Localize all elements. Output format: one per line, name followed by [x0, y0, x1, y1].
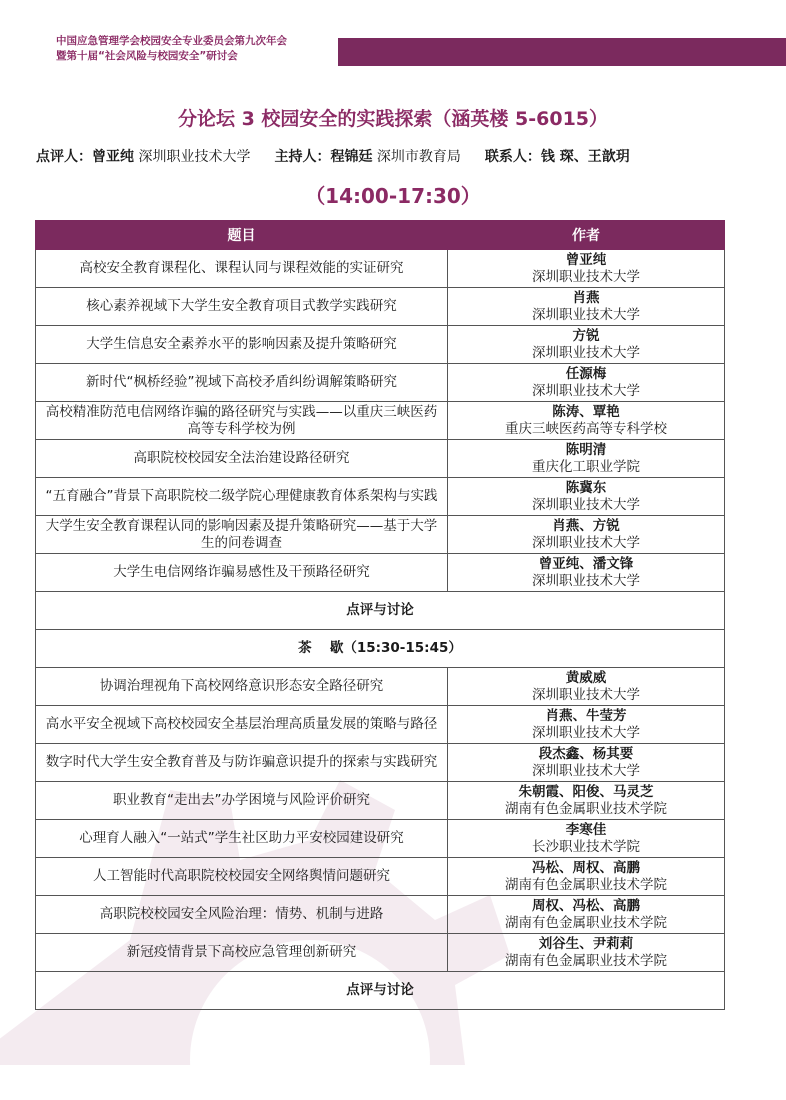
table-row	[36, 592, 725, 630]
host-org: 深圳市教育局	[376, 149, 461, 165]
contact-label: 联系人：	[484, 149, 541, 165]
paper-title: 新冠疫情背景下高校应急管理创新研究	[36, 934, 448, 972]
paper-author-cell	[447, 668, 724, 706]
table-row	[36, 934, 725, 972]
author-names: 段杰鑫、杨其要	[538, 745, 634, 762]
paper-title: 人工智能时代高职院校校园安全网络舆情问题研究	[36, 858, 448, 896]
paper-title: 高职院校校园安全法治建设路径研究	[36, 440, 448, 478]
author-affiliation: 长沙职业技术学院	[531, 838, 640, 855]
conference-header-line2: 暨第十届“社会风险与校园安全”研讨会	[56, 50, 238, 62]
author-names: 任源梅	[565, 365, 607, 382]
table-row	[36, 630, 725, 668]
col-header-title: 题目	[36, 221, 448, 250]
author-affiliation: 深圳职业技术大学	[531, 762, 640, 779]
paper-title: 职业教育“走出去”办学困境与风险评价研究	[36, 782, 448, 820]
conference-header	[56, 34, 346, 64]
table-row	[36, 782, 725, 820]
table-row	[36, 896, 725, 934]
paper-author-cell	[447, 820, 724, 858]
author-affiliation: 重庆化工职业学院	[531, 458, 640, 475]
forum-time: （14:00-17:30）	[305, 184, 481, 208]
header-accent-bar	[338, 38, 786, 66]
author-affiliation: 深圳职业技术大学	[531, 724, 640, 741]
author-affiliation: 深圳职业技术大学	[531, 534, 640, 551]
author-names: 曾亚纯、潘文锋	[538, 555, 634, 572]
paper-title: 高校安全教育课程化、课程认同与课程效能的实证研究	[36, 250, 448, 288]
author-affiliation: 湖南有色金属职业技术学院	[504, 952, 667, 969]
paper-author-cell	[447, 250, 724, 288]
forum-title: 分论坛 3 校园安全的实践探索（涵英楼 5-6015）	[177, 108, 609, 130]
author-affiliation: 深圳职业技术大学	[531, 344, 640, 361]
table-row	[36, 478, 725, 516]
author-affiliation: 深圳职业技术大学	[531, 496, 640, 513]
author-names: 朱朝霞、阳俊、马灵芝	[518, 783, 654, 800]
paper-title: 大学生电信网络诈骗易感性及干预路径研究	[36, 554, 448, 592]
paper-author-cell	[447, 782, 724, 820]
table-row	[36, 820, 725, 858]
discussion-row: 点评与讨论	[36, 592, 725, 630]
author-affiliation: 湖南有色金属职业技术学院	[504, 800, 667, 817]
paper-title: 核心素养视域下大学生安全教育项目式教学实践研究	[36, 288, 448, 326]
host-label: 主持人：	[274, 149, 331, 165]
paper-author-cell	[447, 364, 724, 402]
tea-break-row: 茶 歇（15:30-15:45）	[36, 630, 725, 668]
paper-author-cell	[447, 858, 724, 896]
table-row	[36, 288, 725, 326]
author-affiliation: 深圳职业技术大学	[531, 572, 640, 589]
table-row	[36, 250, 725, 288]
author-names: 周权、冯松、高鹏	[531, 897, 640, 914]
paper-author-cell	[447, 896, 724, 934]
paper-author-cell	[447, 554, 724, 592]
author-names: 肖燕	[572, 289, 600, 306]
table-row	[36, 668, 725, 706]
paper-title: 大学生安全教育课程认同的影响因素及提升策略研究——基于大学生的问卷调查	[36, 516, 448, 554]
paper-title: 高水平安全视域下高校校园安全基层治理高质量发展的策略与路径	[36, 706, 448, 744]
paper-author-cell	[447, 288, 724, 326]
forum-people	[36, 146, 776, 166]
author-affiliation: 深圳职业技术大学	[531, 686, 640, 703]
author-affiliation: 深圳职业技术大学	[531, 382, 640, 399]
reviewer-label: 点评人：	[36, 149, 92, 165]
author-affiliation: 湖南有色金属职业技术学院	[504, 876, 667, 893]
paper-author-cell	[447, 326, 724, 364]
paper-title: 协调治理视角下高校网络意识形态安全路径研究	[36, 668, 448, 706]
reviewer-name: 曾亚纯	[92, 149, 134, 165]
author-names: 陈冀东	[565, 479, 607, 496]
col-header-author: 作者	[447, 221, 724, 250]
author-names: 李寒佳	[565, 821, 607, 838]
discussion-row: 点评与讨论	[36, 972, 725, 1010]
paper-title: 高职院校校园安全风险治理：情势、机制与进路	[36, 896, 448, 934]
paper-title: 心理育人融入“一站式”学生社区助力平安校园建设研究	[36, 820, 448, 858]
paper-author-cell	[447, 402, 724, 440]
author-affiliation: 深圳职业技术大学	[531, 268, 640, 285]
author-names: 曾亚纯	[565, 251, 607, 268]
table-row	[36, 326, 725, 364]
schedule-table	[35, 220, 725, 1010]
table-row	[36, 554, 725, 592]
contact-names: 钱 琛、王歆玥	[540, 149, 630, 165]
table-header-row	[36, 221, 725, 250]
author-names: 肖燕、方锐	[552, 517, 620, 534]
author-affiliation: 重庆三峡医药高等专科学校	[504, 420, 667, 437]
table-row	[36, 364, 725, 402]
table-row	[36, 706, 725, 744]
author-affiliation: 湖南有色金属职业技术学院	[504, 914, 667, 931]
author-names: 冯松、周权、高鹏	[531, 859, 640, 876]
table-row	[36, 744, 725, 782]
conference-header-line1: 中国应急管理学会校园安全专业委员会第九次年会	[56, 35, 287, 47]
paper-title: “五育融合”背景下高职院校二级学院心理健康教育体系架构与实践	[36, 478, 448, 516]
author-names: 方锐	[572, 327, 600, 344]
table-row	[36, 402, 725, 440]
author-names: 肖燕、牛莹芳	[545, 707, 627, 724]
paper-title: 高校精准防范电信网络诈骗的路径研究与实践——以重庆三峡医药高等专科学校为例	[36, 402, 448, 440]
paper-author-cell	[447, 706, 724, 744]
paper-author-cell	[447, 744, 724, 782]
paper-author-cell	[447, 478, 724, 516]
table-row	[36, 516, 725, 554]
paper-title: 数字时代大学生安全教育普及与防诈骗意识提升的探索与实践研究	[36, 744, 448, 782]
author-affiliation: 深圳职业技术大学	[531, 306, 640, 323]
table-row	[36, 972, 725, 1010]
author-names: 黄威威	[565, 669, 607, 686]
author-names: 陈涛、覃艳	[552, 403, 620, 420]
schedule-body	[36, 250, 725, 1010]
host-name: 程锦廷	[330, 149, 373, 165]
author-names: 刘谷生、尹莉莉	[538, 935, 634, 952]
table-row	[36, 440, 725, 478]
table-row	[36, 858, 725, 896]
paper-title: 新时代“枫桥经验”视域下高校矛盾纠纷调解策略研究	[36, 364, 448, 402]
paper-author-cell	[447, 440, 724, 478]
paper-title: 大学生信息安全素养水平的影响因素及提升策略研究	[36, 326, 448, 364]
author-names: 陈明清	[565, 441, 607, 458]
paper-author-cell	[447, 934, 724, 972]
paper-author-cell	[447, 516, 724, 554]
reviewer-org: 深圳职业技术大学	[138, 149, 251, 165]
